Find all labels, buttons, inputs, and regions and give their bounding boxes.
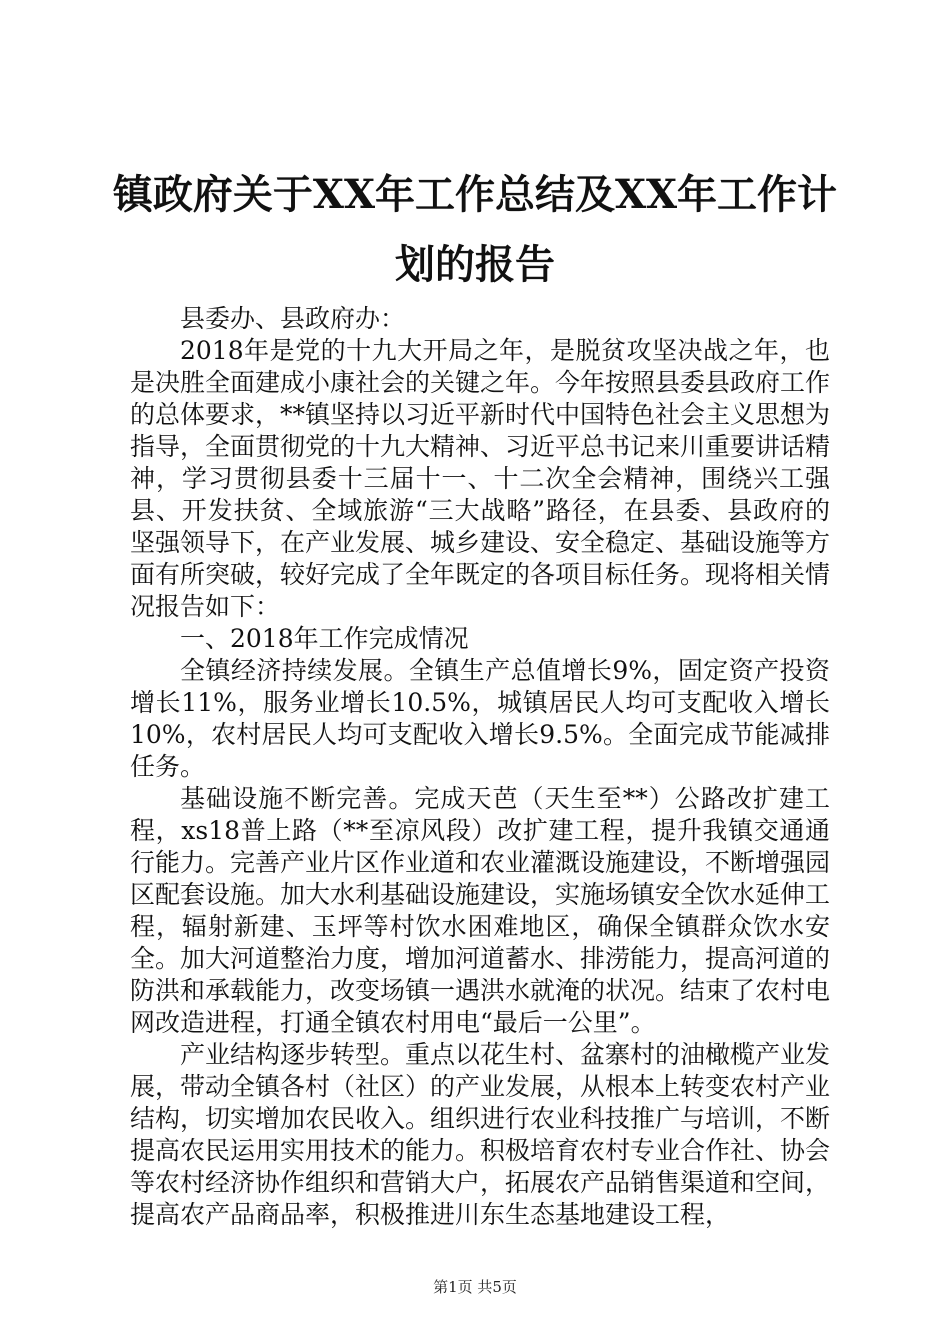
page-footer: 第1页 共5页 [433,1278,517,1296]
document-body [130,303,830,1231]
paragraph-economy: 全镇经济持续发展。全镇生产总值增长9%，固定资产投资增长11%，服务业增长10.5%，城镇居民人均可支配收入增长10%，农村居民人均可支配收入增长9.5%。全面完成节能减排任务。 [130,656,830,781]
document-title: 镇政府关于XX年工作总结及XX年工作计划的报告 [112,171,838,288]
paragraph-infrastructure: 基础设施不断完善。完成天芭（天生至**）公路改扩建工程，xs18普上路（**至凉风段）改扩建工程，提升我镇交通通行能力。完善产业片区作业道和农业灌溉设施建设，不断增强园区配套设施。加大水利基础设施建设，实施场镇安全饮水延伸工程，辐射新建、玉坪等村饮水困难地区，确保全镇群众饮水安全。加大河道整治力度，增加河道蓄水、排涝能力，提高河道的防洪和承载能力，改变场镇一遇洪水就淹的状况。结束了农村电网改造进程，打通全镇农村用电“最后一公里”。 [130,784,831,1037]
paragraph-intro: 2018年是党的十九大开局之年，是脱贫攻坚决战之年，也是决胜全面建成小康社会的关键之年。今年按照县委县政府工作的总体要求，**镇坚持以习近平新时代中国特色社会主义思想为指导，全面贯彻党的十九大精神、习近平总书记来川重要讲话精神，学习贯彻县委十三届十一、十二次全会精神，围绕兴工强县、开发扶贫、全域旅游“三大战略”路径，在县委、县政府的坚强领导下，在产业发展、城乡建设、安全稳定、基础设施等方面有所突破，较好完成了全年既定的各项目标任务。现将相关情况报告如下： [130,336,831,621]
paragraph-industry: 产业结构逐步转型。重点以花生村、盆寨村的油橄榄产业发展，带动全镇各村（社区）的产业发展，从根本上转变农村产业结构，切实增加农民收入。组织进行农业科技推广与培训，不断提高农民运用实用技术的能力。积极培育农村专业合作社、协会等农村经济协作组织和营销大户，拓展农产品销售渠道和空间，提高农产品商品率，积极推进川东生态基地建设工程， [130,1040,831,1229]
section-heading: 一、2018年工作完成情况 [180,624,469,653]
salutation: 县委办、县政府办： [180,304,406,333]
